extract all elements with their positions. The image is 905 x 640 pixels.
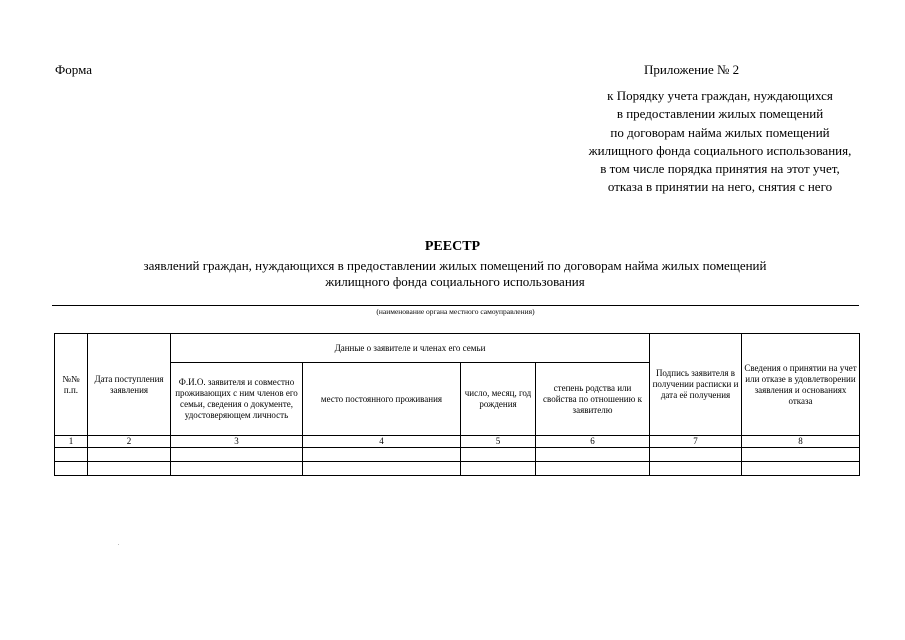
appendix-text	[520, 87, 905, 197]
table-row	[55, 448, 860, 462]
table-cell[interactable]	[461, 448, 536, 462]
header-col-date: Дата поступления заявления	[88, 334, 171, 436]
table-cell[interactable]	[88, 448, 171, 462]
column-number: 2	[88, 436, 171, 448]
appendix-line: жилищного фонда социального использования,	[588, 142, 852, 158]
column-number: 5	[461, 436, 536, 448]
table-cell[interactable]	[171, 448, 303, 462]
table-cell[interactable]	[536, 448, 650, 462]
table-cell[interactable]	[303, 462, 461, 476]
scan-speck	[118, 544, 119, 545]
column-number: 1	[55, 436, 88, 448]
table-cell[interactable]	[55, 462, 88, 476]
appendix-line: в том числе порядка принятия на этот учет,	[600, 161, 840, 177]
header-col-fio: Ф.И.О. заявителя и совместно проживающих с ним членов его семьи, сведения о документе, удостоверяющем личность	[171, 363, 303, 436]
header-col-birth: число, месяц, год рождения	[461, 363, 536, 436]
table-cell[interactable]	[742, 462, 860, 476]
form-label: Форма	[55, 62, 92, 77]
org-name-caption: (наименование органа местного самоуправления)	[376, 307, 535, 316]
table-cell[interactable]	[171, 462, 303, 476]
header-col-relation: степень родства или свойства по отношению к заявителю	[536, 363, 650, 436]
table-cell[interactable]	[650, 462, 742, 476]
appendix-title: Приложение № 2	[644, 62, 740, 77]
column-number: 7	[650, 436, 742, 448]
table-cell[interactable]	[742, 448, 860, 462]
column-number: 3	[171, 436, 303, 448]
column-number: 8	[742, 436, 860, 448]
table-row	[55, 462, 860, 476]
table-cell[interactable]	[650, 448, 742, 462]
column-number: 4	[303, 436, 461, 448]
appendix-line: отказа в принятии на него, снятия с него	[607, 179, 833, 195]
header-col-residence: место постоянного проживания	[303, 363, 461, 436]
header-group-applicant: Данные о заявителе и членах его семьи	[171, 334, 650, 363]
header-col-signature: Подпись заявителя в получении расписки и дата её получения	[650, 334, 742, 436]
column-number: 6	[536, 436, 650, 448]
header-col-number: №№ п.п.	[55, 334, 88, 436]
subtitle-line: заявлений граждан, нуждающихся в предоставлении жилых помещений по договорам найма жилых помещений	[143, 258, 767, 273]
header-col-decision: Сведения о принятии на учет или отказе в удовлетворении заявления и основаниях отказа	[742, 334, 860, 436]
table-cell[interactable]	[461, 462, 536, 476]
document-subtitle	[60, 258, 850, 290]
document-title: РЕЕСТР	[424, 239, 481, 254]
subtitle-line: жилищного фонда социального использования	[325, 274, 585, 289]
appendix-line: в предоставлении жилых помещений	[616, 106, 824, 122]
table-cell[interactable]	[55, 448, 88, 462]
appendix-line: к Порядку учета граждан, нуждающихся	[607, 88, 833, 103]
table-cell[interactable]	[303, 448, 461, 462]
table-cell[interactable]	[88, 462, 171, 476]
registry-table	[54, 333, 860, 476]
org-name-line	[52, 305, 859, 306]
appendix-line: по договорам найма жилых помещений	[610, 124, 830, 140]
table-cell[interactable]	[536, 462, 650, 476]
